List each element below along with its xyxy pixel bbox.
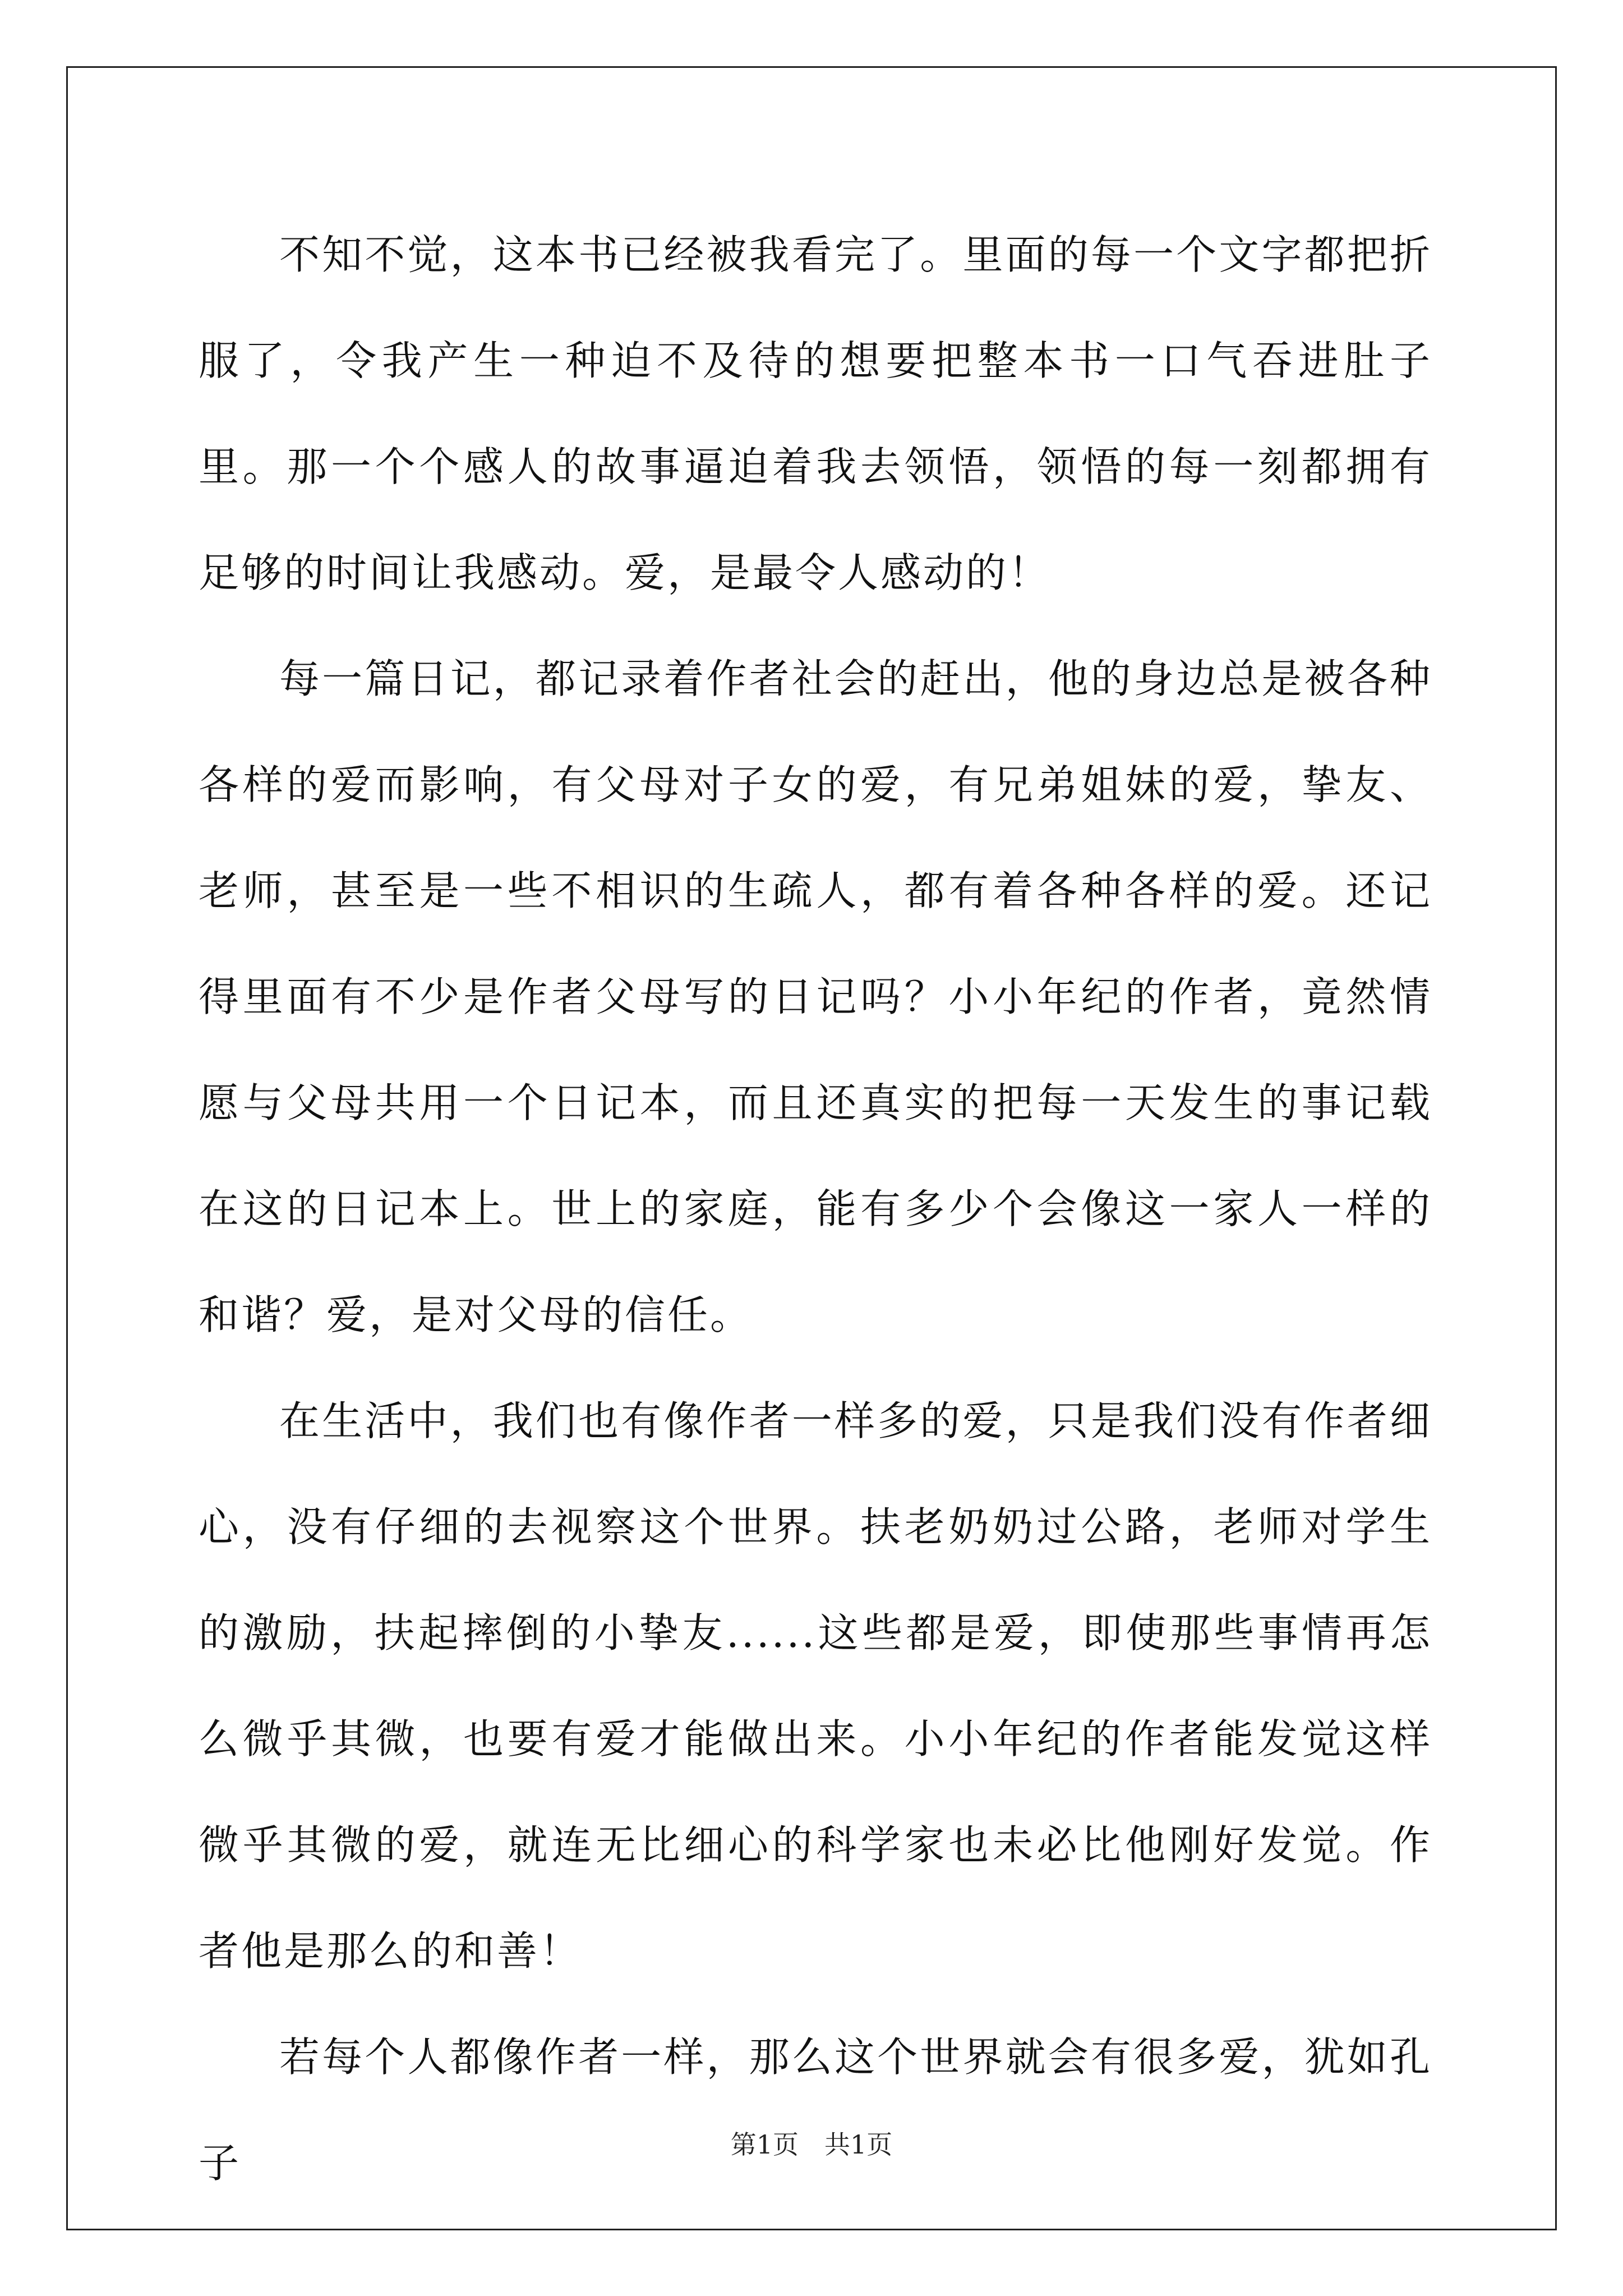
paragraph: 每一篇日记，都记录着作者社会的赶出，他的身边总是被各种各样的爱而影响，有父母对子女的爱，有兄弟姐妹的爱，挚友、老师，甚至是一些不相识的生疏人，都有着各种各样的爱。还记得里面有不少是作者父母写的日记吗？小小年纪的作者，竟然情愿与父母共用一个日记本，而且还真实的把每一天发生的事记载在这的日记本上。世上的家庭，能有多少个会像这一家人一样的和谐？爱，是对父母的信任。 bbox=[199, 655, 1432, 1338]
page-footer: 第1页 共1页 bbox=[730, 2129, 893, 2160]
paragraph: 若每个人都像作者一样，那么这个世界就会有很多爱，犹如孔子 bbox=[199, 2033, 1432, 2187]
document-body bbox=[199, 202, 1432, 2216]
paragraph: 不知不觉，这本书已经被我看完了。里面的每一个文字都把折服了，令我产生一种迫不及待的想要把整本书一口气吞进肚子里。那一个个感人的故事逼迫着我去领悟，领悟的每一刻都拥有足够的时间让我感动。爱，是最令人感动的！ bbox=[199, 231, 1432, 596]
paragraph: 在生活中，我们也有像作者一样多的爱，只是我们没有作者细心，没有仔细的去视察这个世界。扶老奶奶过公路，老师对学生的激励，扶起摔倒的小挚友......这些都是爱，即使那些事情再怎么微乎其微，也要有爱才能做出来。小小年纪的作者能发觉这样微乎其微的爱，就连无比细心的科学家也未必比他刚好发觉。作者他是那么的和善！ bbox=[199, 1397, 1432, 1975]
